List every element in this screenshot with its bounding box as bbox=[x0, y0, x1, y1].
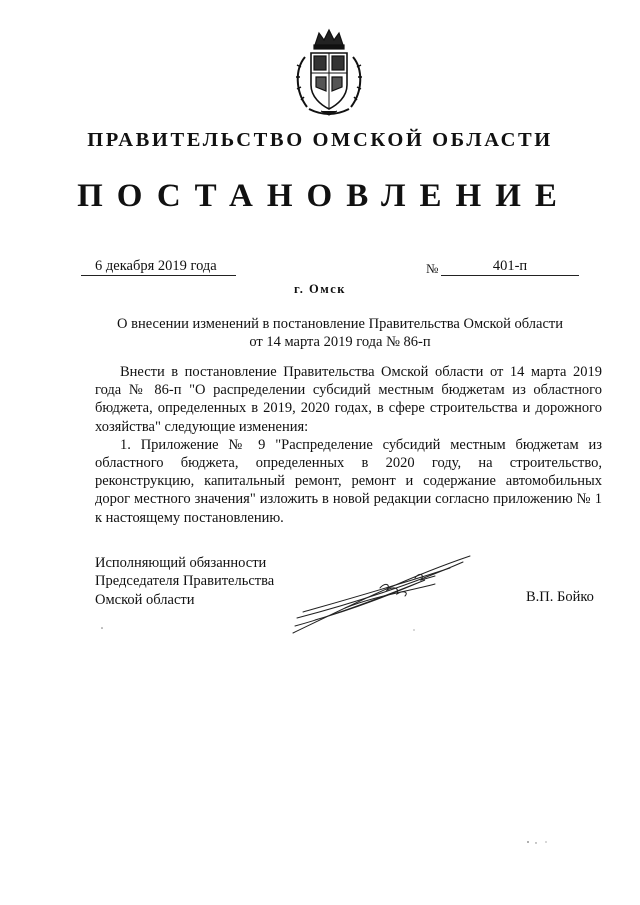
document-kind-title: ПОСТАНОВЛЕНИЕ bbox=[77, 178, 571, 214]
omsk-coat-of-arms-emblem bbox=[291, 27, 367, 117]
document-date: 6 декабря 2019 года bbox=[81, 258, 236, 276]
document-number: 401-п bbox=[441, 258, 579, 276]
signer-name: В.П. Бойко bbox=[526, 589, 594, 605]
number-label: № bbox=[426, 261, 439, 276]
signatory-position bbox=[95, 554, 274, 609]
body-paragraph-2: 1. Приложение № 9 "Распределение субсидий местным бюджетам из областного бюджета, определенных в 2020 году, на строительство, реконструкцию, капитальный ремонт, ремонт и содержание автомобильных дорог местного значения" изложить в новой редакции согласно приложению № 1 к настоящему постановлению. bbox=[95, 436, 602, 526]
position-line-3: Омской области bbox=[95, 591, 195, 608]
subject-line-2: от 14 марта 2019 года № 86-п bbox=[249, 333, 431, 350]
document-subject bbox=[95, 316, 585, 351]
handwritten-signature bbox=[285, 548, 475, 638]
position-line-1: Исполняющий обязанности bbox=[95, 555, 267, 571]
document-body bbox=[95, 363, 602, 527]
body-paragraph-1: Внести в постановление Правительства Омской области от 14 марта 2019 года № 86-п "О распределении субсидий местным бюджетам из областного бюджета, определенных в 2019, 2020 годах, в сфере строительства и дорожного хозяйства" следующие изменения: bbox=[95, 364, 602, 435]
subject-line-1: О внесении изменений в постановление Правительства Омской области bbox=[117, 316, 563, 332]
government-title: ПРАВИТЕЛЬСТВО ОМСКОЙ ОБЛАСТИ bbox=[87, 129, 553, 151]
city-name: г. Омск bbox=[293, 282, 346, 296]
position-line-2: Председателя Правительства bbox=[95, 573, 275, 590]
